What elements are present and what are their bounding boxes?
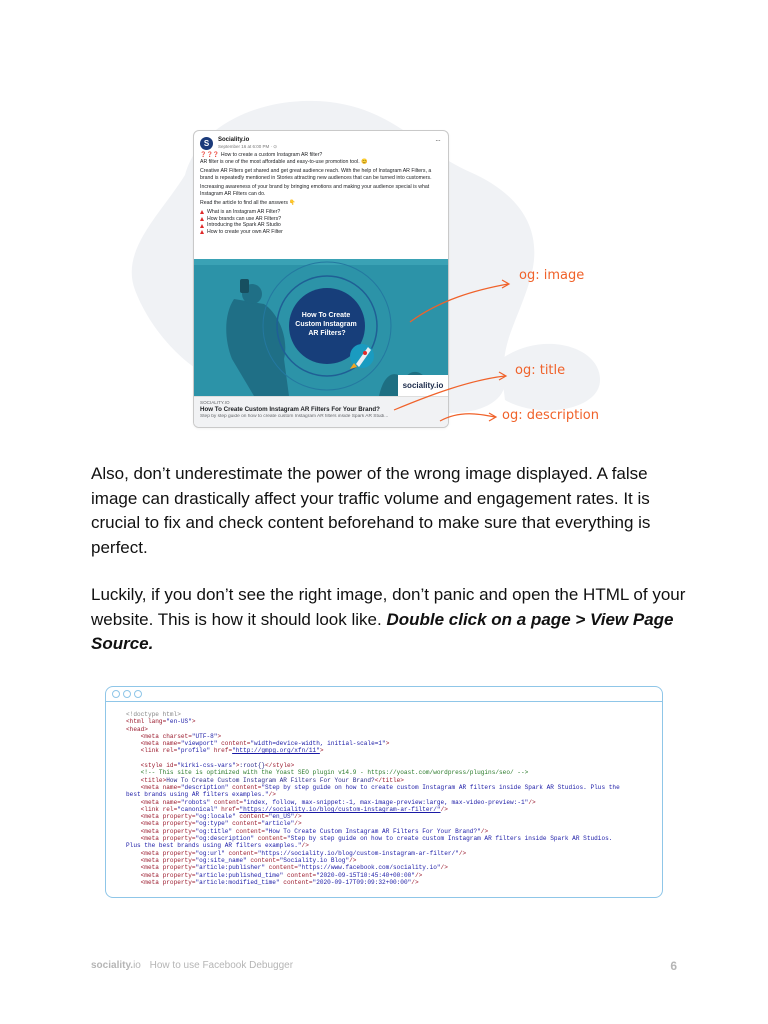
list-item: Introducing the Spark AR Studio [200,222,442,229]
code-line: <!-- This site is optimized with the Yoast SEO plugin v14.9 - https://yoast.com/wordpress/plugins/seo/ --> [140,769,529,777]
page-name[interactable]: Sociality.io [218,137,250,143]
window-dot-icon [123,690,131,698]
code-line: <html lang="en-US"> [126,718,196,726]
page-avatar[interactable]: S [200,137,213,150]
code-line: <head> [126,725,148,733]
annotation-arrows [0,0,768,470]
post-question: ❓❓❓ How to create a custom Instagram AR filter? [200,152,323,158]
footer-logo: sociality.io [91,960,141,971]
paragraph-wrong-image: Also, don’t underestimate the power of the wrong image displayed. A false image can drastically affect your traffic volume and engagement rates. It is crucial to fix and check content beforehand to make sure that everything is perfect. [91,464,651,557]
window-title-bar [106,687,662,702]
code-line: Plus the best brands using AR filters examples."/> [126,842,309,850]
code-line: best brands using AR filters examples."/> [126,791,276,799]
window-dot-icon [112,690,120,698]
instruction-view-source: Double click on a page > View Page Source. [91,609,674,653]
caption-site: SOCIALITY.IO [200,400,230,405]
og-title-label: og: title [515,363,566,378]
more-options-icon[interactable]: ··· [435,136,440,145]
code-window [105,686,663,898]
code-line: <meta name="viewport" content="width=device-width, initial-scale=1"> [140,740,390,748]
code-line: <style id="kirki-css-vars">:root{}</style> [140,762,295,770]
code-line: <meta property="og:url" content="https://sociality.io/blog/custom-instagram-ar-filter/"/> [140,849,467,857]
paragraph-text: Luckily, if you don’t see the right image, don’t panic and open the HTML of your website. This is how it should look like. [91,585,686,629]
code-line: <title>How To Create Custom Instagram AR Filters For Your Brand?</title> [140,776,404,784]
code-line [126,755,130,762]
code-line: <meta property="og:title" content="How To Create Custom Instagram AR Filters For Your Brand?"/> [140,827,489,835]
list-item: How to create your own AR Filter [200,229,442,236]
og-image-label: og: image [519,268,585,283]
list-item: How brands can use AR Filters? [200,216,442,223]
code-line: <link rel="profile" href="http://gmpg.org/xfn/11"> [140,747,324,755]
list-item: What is an Instagram AR Filter? [200,209,442,216]
footer-doc-title: How to use Facebook Debugger [149,960,294,971]
code-line: <meta property="og:site_name" content="Sociality.io Blog"/> [140,856,357,864]
caption-description: Step by step guide on how to create custom Instagram AR filters inside Spark AR Studi... [200,414,389,419]
page-source-code [126,711,620,886]
code-line: <meta name="robots" content="index, follow, max-snippet:-1, max-image-preview:large, max-video-preview:-1"/> [140,798,536,806]
og-image-brand: sociality.io [402,381,444,390]
code-line: <meta property="og:description" content="Step by step guide on how to create custom Instagram AR filters inside Spark AR Studios. [140,835,613,843]
post-date: September 16 at 6:00 PM · ⊙ [218,144,278,149]
page-number: 6 [670,959,677,973]
post-line-2: Creative AR Filters get shared and get great audience reach. With the help of Instagram AR Filters, a brand is repeatedly mentioned in Stories attracting new audiences that can be turned into customers. [200,167,432,181]
code-line: <link rel="canonical" href="https://sociality.io/blog/custom-instagram-ar-filter/"/> [140,805,448,813]
og-description-label: og: description [502,408,599,423]
code-line: <meta name="description" content="Step by step guide on how to create custom Instagram AR filters inside Spark AR Studios. Plus the [140,783,620,791]
footer-brand [91,960,293,971]
window-dot-icon [134,690,142,698]
caption-title: How To Create Custom Instagram AR Filters For Your Brand? [200,406,380,413]
code-line: <!doctype html> [126,711,181,718]
code-line: <meta charset="UTF-8"> [140,732,222,740]
post-line-1: AR filter is one of the most affordable and easy-to-use promotion tool. 😊 [200,158,368,165]
code-line: <meta property="og:locale" content="en_US"/> [140,813,302,821]
code-line: <meta property="article:publisher" content="https://www.facebook.com/sociality.io"/> [140,864,448,872]
og-image-headline: How To Create Custom Instagram AR Filters? [295,312,357,337]
code-line: <meta property="article:modified_time" content="2020-09-17T09:09:32+00:00"/> [140,878,419,886]
post-line-3: Increasing awareness of your brand by bringing emotions and making your audience special is what Instagram AR Filters can do. [200,183,430,197]
code-line: <meta property="og:type" content="article"/> [140,820,302,828]
code-line: <meta property="article:published_time" content="2020-09-15T10:45:40+00:00"/> [140,871,423,879]
post-line-4: Read the article to find all the answers 👇 [200,199,296,206]
paragraph-view-source [91,583,691,657]
